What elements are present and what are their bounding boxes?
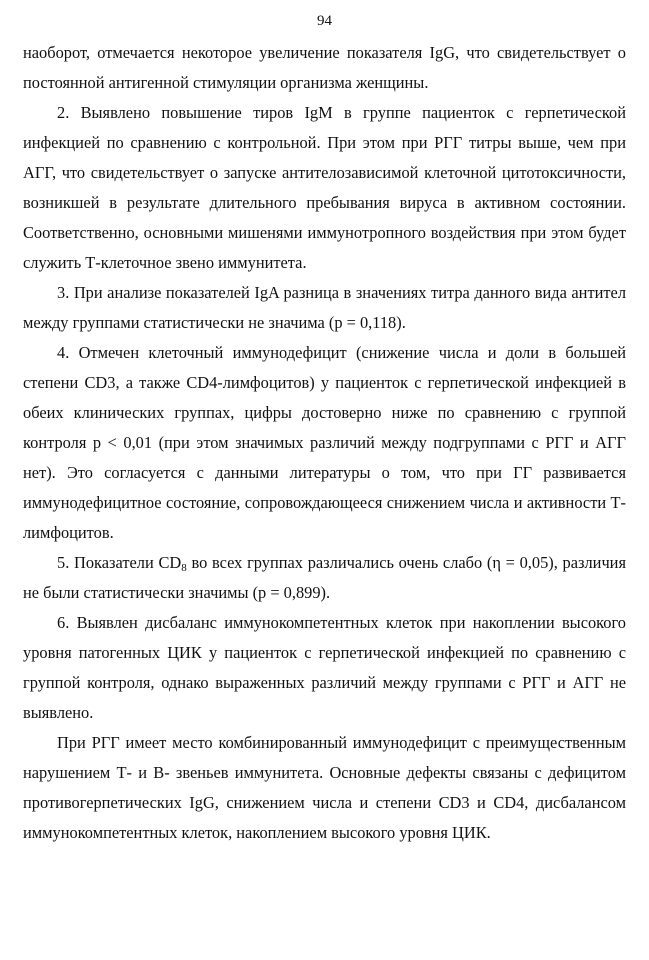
- paragraph-item-5: [23, 548, 626, 608]
- paragraph-item-3: 3. При анализе показателей IgA разница в значениях титра данного вида антител между группами статистически не значима (p = 0,118).: [23, 283, 626, 332]
- page-number: 94: [317, 13, 332, 29]
- paragraph-item-5-start: 5. Показатели CD: [57, 553, 182, 572]
- paragraph-continuation: наоборот, отмечается некоторое увеличение показателя IgG, что свидетельствует о постоянной антигенной стимуляции организма женщины.: [23, 43, 626, 92]
- paragraph-conclusion: При РГГ имеет место комбинированный иммунодефицит с преимущественным нарушением Т- и В- звеньев иммунитета. Основные дефекты связаны с дефицитом противогерпетических IgG, снижением числа и степени CD3 и CD4, дисбалансом иммунокомпетентных клеток, накоплением высокого уровня ЦИК.: [23, 733, 626, 842]
- document-body: [23, 38, 626, 848]
- paragraph-item-6: 6. Выявлен дисбаланс иммунокомпетентных клеток при накоплении высокого уровня патогенных ЦИК у пациенток с герпетической инфекцией по сравнению с группой контроля, однако выраженных различий между группами с РГГ и АГГ не выявлено.: [23, 613, 626, 722]
- paragraph-item-4: 4. Отмечен клеточный иммунодефицит (снижение числа и доли в большей степени CD3, а также CD4-лимфоцитов) у пациенток с герпетической инфекцией в обеих клинических группах, цифры достоверно ниже по сравнению с группой контроля p < 0,01 (при этом значимых различий между подгруппами с РГГ и АГГ нет). Это согласуется с данными литературы о том, что при ГГ развивается иммунодефицитное состояние, сопровождающееся снижением числа и активности Т-лимфоцитов.: [23, 343, 626, 542]
- cd8-subscript: 8: [181, 562, 187, 574]
- paragraph-item-2: 2. Выявлено повышение тиров IgM в группе пациенток с герпетической инфекцией по сравнению с контрольной. При этом при РГГ титры выше, чем при АГГ, что свидетельствует о запуске антителозависимой клеточной цитотоксичности, возникшей в результате длительного пребывания вируса в активном состоянии. Соответственно, основными мишенями иммунотропного воздействия при этом будет служить Т-клеточное звено иммунитета.: [23, 103, 626, 272]
- paragraph-item-5-end: во всех группах различались очень слабо (η = 0,05), различия не были статистически значимы (p = 0,899).: [23, 553, 626, 602]
